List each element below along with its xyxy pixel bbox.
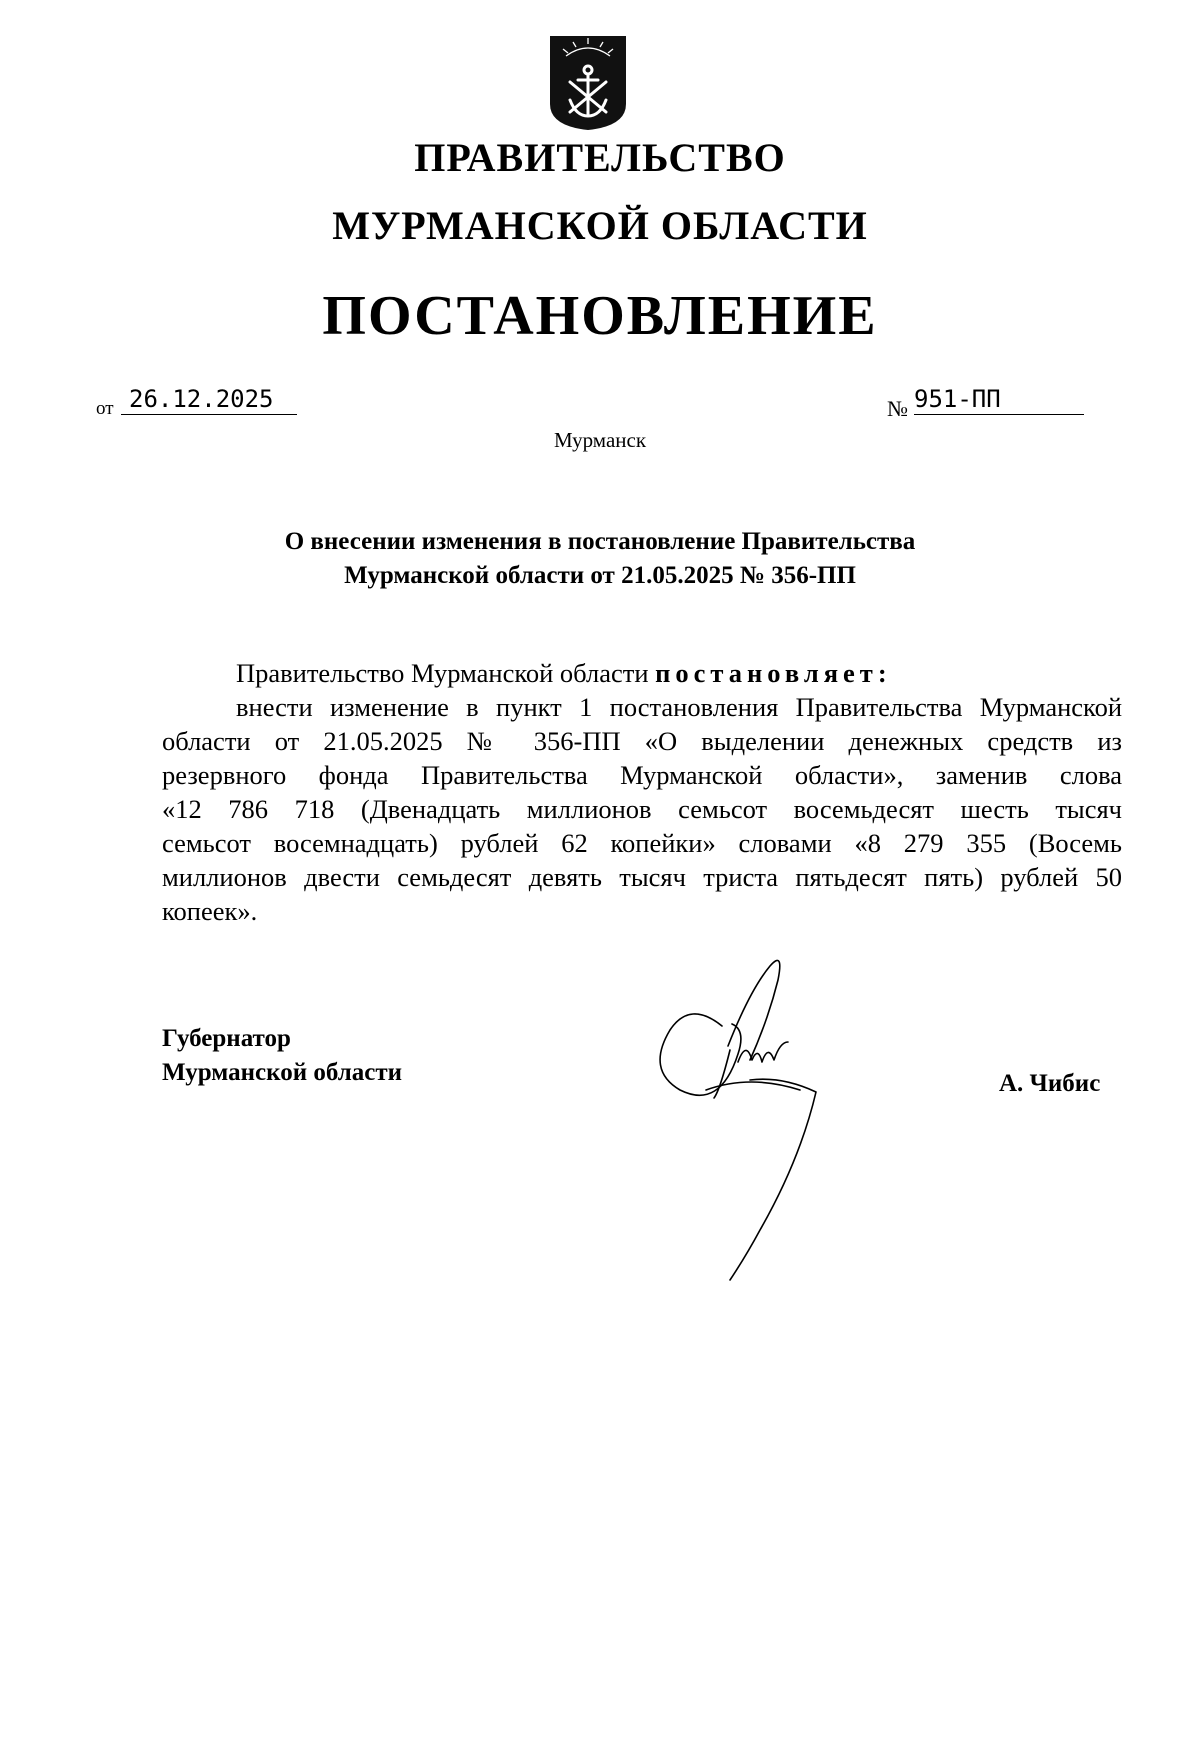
document-number: 951-ПП xyxy=(914,384,1084,415)
body-line: семьсот восемнадцать) рублей 62 копейки» словами «8 279 355 (Восемь xyxy=(162,828,1122,858)
subject-line-1: О внесении изменения в постановление Правительства xyxy=(284,528,916,555)
murmansk-coat-of-arms-icon xyxy=(546,34,630,132)
subject-line-2: Мурманской области от 21.05.2025 № 356-ПП xyxy=(344,562,856,589)
body-intro: Правительство Мурманской области xyxy=(236,658,649,688)
body-line: «12 786 718 (Двенадцать миллионов семьсот восемьдесят шесть тысяч xyxy=(162,794,1122,824)
document-date: 26.12.2025 xyxy=(121,384,297,415)
date-prefix: от xyxy=(96,398,114,419)
government-title-line2: МУРМАНСКОЙ ОБЛАСТИ xyxy=(332,203,868,248)
signer-title-line1: Губернатор xyxy=(162,1025,291,1052)
signer-name: А. Чибис xyxy=(999,1070,1101,1097)
body-line: миллионов двести семьдесят девять тысяч триста пятьдесят пять) рублей 50 xyxy=(162,862,1122,892)
handwritten-signature-icon xyxy=(650,950,870,1290)
government-title-line1: ПРАВИТЕЛЬСТВО xyxy=(414,135,786,180)
body-line-last: копеек». xyxy=(162,896,258,926)
body-line: области от 21.05.2025 № 356-ПП «О выделении денежных средств из xyxy=(162,726,1122,756)
body-intro-line xyxy=(236,656,1122,690)
document-city: Мурманск xyxy=(553,428,647,452)
body-line: внести изменение в пункт 1 постановления Правительства Мурманской xyxy=(236,692,1122,722)
decree-word: постановляет: xyxy=(655,658,892,688)
number-prefix: № xyxy=(887,396,908,421)
document-type: ПОСТАНОВЛЕНИЕ xyxy=(322,285,878,347)
signer-title-line2: Мурманской области xyxy=(162,1059,403,1086)
body-line: резервного фонда Правительства Мурманской области», заменив слова xyxy=(162,760,1122,790)
